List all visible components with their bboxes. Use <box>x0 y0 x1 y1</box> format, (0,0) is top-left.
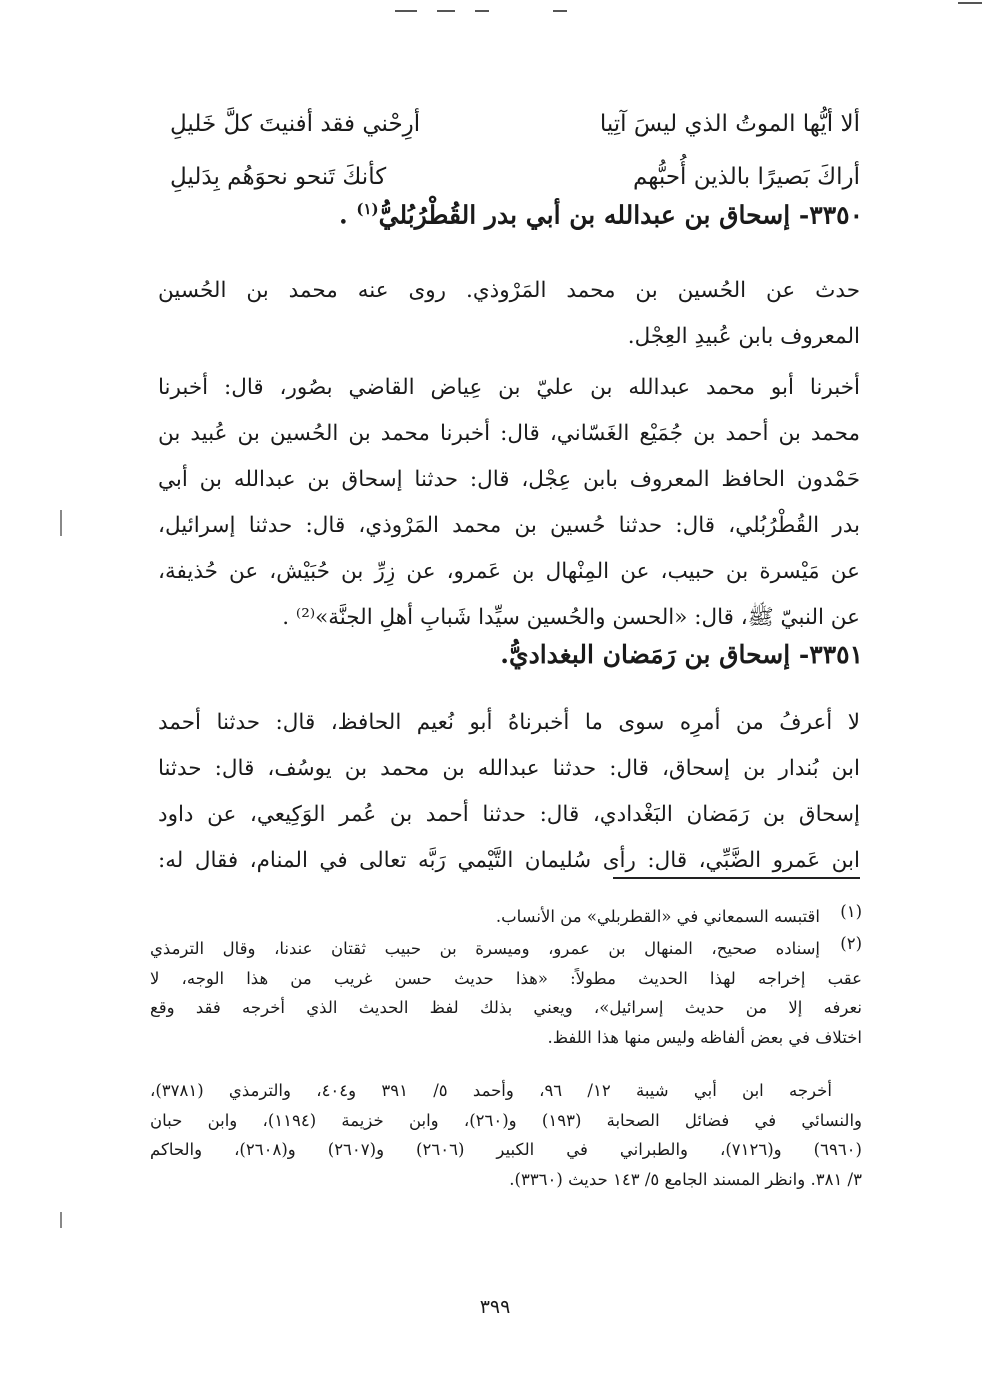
entry-heading: ٣٣٥٠- إسحاق بن عبدالله بن أبي بدر القُطْرُبُليُّ$^{(١)}$ . <box>338 200 863 230</box>
scan-mark <box>437 10 455 12</box>
verse-line <box>170 104 860 144</box>
footnote-line: والنسائي في فضائل الصحابة (١٩٣) و(٢٦٠)، وابن خزيمة (١١٩٤)، وابن حبان <box>150 1110 862 1130</box>
scan-mark <box>60 1212 62 1228</box>
text-line: ابن عَمرو الضَّبِّي، قال: رأى سُليمان التَّيْمي رَبَّه تعالى في المنام، فقال له: <box>158 848 860 873</box>
footnote-line: ٣/ ٣٨١. وانظر المسند الجامع ٥/ ١٤٣ حديث (٣٣٦٠). <box>509 1169 862 1189</box>
text-line: عن النبيّ ﷺ، قال: «الحسن والحُسين سيِّدا شَبابِ أهلِ الجنَّة»⁽²⁾ . <box>282 605 860 630</box>
text-line: المعروف بابن عُبيدِ العِجْل. <box>627 324 860 349</box>
text-line: إسحاق بن رَمَضان البَغْدادي، قال: حدثنا أحمد بن عُمر الوَكِيعي، عن داود <box>158 802 860 827</box>
footnote-number: (١) <box>840 902 862 921</box>
footnote-line: عقب إخراجه لهذا الحديث مطولاً: «هذا حديث حسن غريب من هذا الوجه، لا <box>150 968 862 988</box>
footnote-number: (٢) <box>840 934 862 953</box>
text-line: بدر القُطْرُبُلي، قال: حدثنا حُسين بن محمد المَرْوذي، قال: حدثنا إسرائيل، <box>158 513 860 538</box>
verse-first-hemistich: ألا أيُّها الموتُ الذي ليسَ آتِيا <box>599 111 860 137</box>
scan-mark <box>60 510 62 536</box>
footnote-line: نعرفه إلا من حديث إسرائيل»، ويعني بذلك لفظ الحديث الذي أخرجه فقد وقع <box>150 998 862 1017</box>
verse-first-hemistich: أراكَ بَصيرًا بالذين أُحبُّهم <box>632 164 860 190</box>
text-line: حدث عن الحُسين بن محمد المَرْوذي. روى عنه محمد بن الحُسين <box>158 278 860 303</box>
text-line: عن مَيْسرة بن حبيب، عن المِنْهال بن عَمرو، عن زِرِّ بن حُبَيْش، عن حُذيفة، <box>158 559 860 584</box>
scan-mark <box>475 10 489 12</box>
scan-mark <box>395 10 417 12</box>
entry-paragraph <box>158 700 860 884</box>
footnote-line: اقتبسه السمعاني في «القطربلي» من الأنساب. <box>495 907 820 926</box>
page-number: ٣٩٩ <box>479 1296 511 1318</box>
footnote-ref: (١) <box>356 200 379 218</box>
text-line: أخبرنا أبو محمد عبدالله بن عليّ بن عِياض القاضي بصُور، قال: أخبرنا <box>158 375 860 400</box>
footnote <box>150 902 862 932</box>
footnote <box>150 934 862 1052</box>
entry-heading: ٣٣٥١- إسحاق بن رَمَضان البغداديُّ. <box>500 640 863 669</box>
entry-paragraph <box>158 268 860 360</box>
scan-mark <box>553 10 567 12</box>
entry-paragraph <box>158 365 860 641</box>
text-line: محمد بن أحمد بن جُمَيْع الغَسّاني، قال: أخبرنا محمد بن الحُسين بن عُبيد بن <box>158 421 860 446</box>
verse-line <box>170 157 860 197</box>
verse-second-hemistich: كأنكَ تَنحو نحوَهُم بِدَليلِ <box>170 164 387 190</box>
footnote-continuation <box>150 1076 862 1194</box>
footnote-separator <box>613 877 860 879</box>
text-line: حَمْدون الحافظ المعروف بابن عِجْل، قال: حدثنا إسحاق بن عبدالله بن أبي <box>158 467 860 492</box>
text-line: لا أعرفُ من أمرِه سوى ما أخبرناهُ أبو نُعيم الحافظ، قال: حدثنا أحمد <box>158 710 860 735</box>
footnote-line: (٦٩٦٠) و(٧١٢٦)، والطبراني في الكبير (٢٦٠٦) و(٢٦٠٧) و(٢٦٠٨)، والحاكم <box>150 1140 862 1159</box>
scan-mark <box>958 2 982 4</box>
footnote-line: إسناده صحيح، المنهال بن عمرو، وميسرة بن حبيب ثقتان عندنا، وقال الترمذي <box>150 939 820 958</box>
text-line: ابن بُندار بن إسحاق، قال: حدثنا عبدالله بن محمد بن يوسُف، قال: حدثنا <box>158 756 860 781</box>
footnote-line: أخرجه ابن أبي شيبة ١٢/ ٩٦، وأحمد ٥/ ٣٩١ و٤٠٤، والترمذي (٣٧٨١)، <box>150 1081 832 1100</box>
footnote-line: اختلاف في بعض ألفاظه وليس منها هذا اللفظ. <box>547 1027 862 1047</box>
verse-second-hemistich: أرِحْني فقد أفنيتَ كلَّ خَليلِ <box>170 111 421 137</box>
